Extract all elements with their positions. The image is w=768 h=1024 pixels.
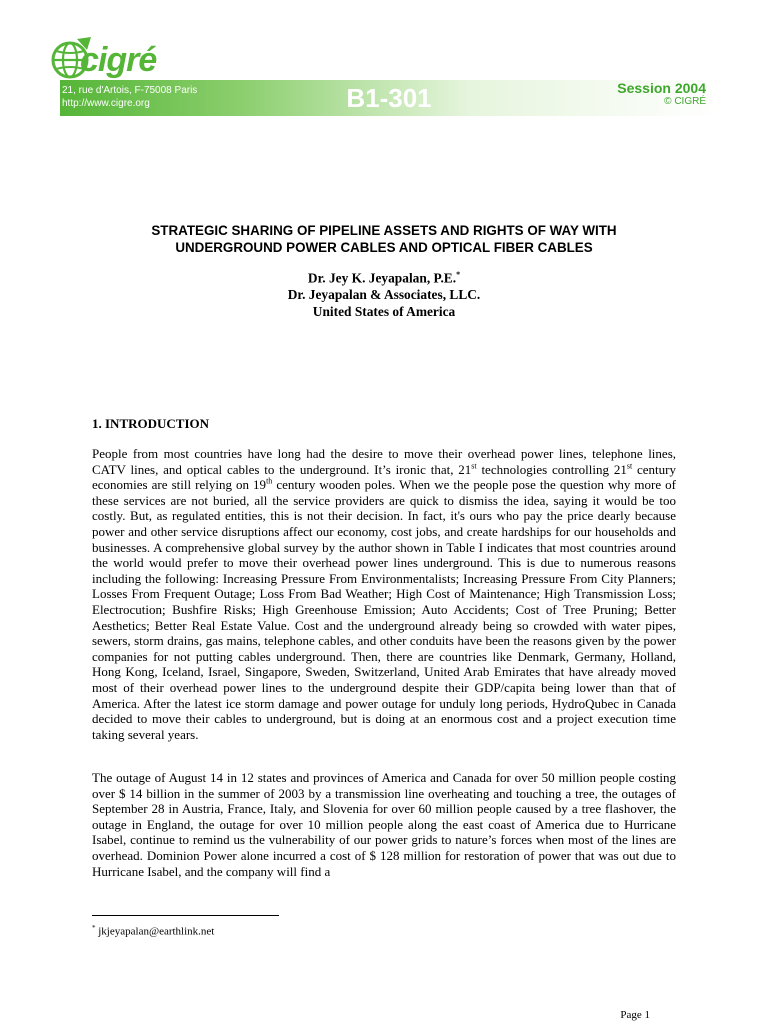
title-line-1: STRATEGIC SHARING OF PIPELINE ASSETS AND RIGHTS OF WAY WITH bbox=[151, 223, 617, 238]
author-name: Dr. Jey K. Jeyapalan, P.E. bbox=[307, 270, 457, 286]
p1-text-d: century wooden poles. When we the people pose the question why more of these services are not buried, all the service providers are quick to dismiss the idea, saying it would be too costly. But, as regulated entities, this is not their decision. In fact, it's ours who pay the price dearly because power and other service disruptions affect our economy, cost jobs, and create hardships for our households and businesses. A comprehensive global survey by the author shown in Table I indicates that most countries around the world would prefer to move their overhead power lines underground. This is due to numerous reasons including the following: Increasing Pressure From Environmentalists; Increasing Pressure From City Planners; Losses From Frequent Outage; Loss From Bad Weather; High Cost of Maintenance; High Transmission Loss; Electrocution; Bushfire Risks; High Greenhouse Emission; Auto Accidents; Cost of Tree Pruning; Better Aesthetics; Better Real Estate Value. Cost and the underground already being so crowded with water pipes, sewers, storm drains, gas mains, telephone cables, and other conduits have been the reasons given by the power companies for not putting cables underground. Then, there are countries like Denmark, Germany, Holland, Hong Kong, Iceland, Israel, Singapore, Sweden, Switzerland, United Arab Emirates that have already moved most of their overhead power lines to the underground despite their GDP/capita being lower than that of America. After the latest ice storm damage and power outage for unduly long periods, HydroQubec in Canada decided to move their cables to underground, but is doing at an enormous cost and a project execution time taking several years. bbox=[92, 477, 676, 742]
p1-sup-2: st bbox=[626, 461, 633, 471]
p1-text-b: technologies controlling 21 bbox=[476, 461, 627, 477]
footnote bbox=[92, 921, 214, 939]
title-line-2: UNDERGROUND POWER CABLES AND OPTICAL FIBER CABLES bbox=[175, 240, 593, 255]
p1-text-a: People from most countries have long had the desire to move their overhead power lines, telephone lines, CATV lines, and optical cables to the underground. It’s ironic that, 21 bbox=[92, 446, 676, 477]
org-logo-text: cigré bbox=[80, 41, 157, 79]
intro-paragraph-1 bbox=[92, 446, 676, 742]
author-affiliation: Dr. Jeyapalan & Associates, LLC. bbox=[287, 287, 481, 303]
footnote-mark: * bbox=[92, 924, 96, 932]
p1-sup-1: st bbox=[471, 461, 477, 471]
session-year: Session 2004 bbox=[617, 80, 706, 96]
footnote-divider bbox=[92, 915, 279, 916]
org-address bbox=[62, 85, 197, 110]
address-street: 21, rue d'Artois, F-75008 Paris bbox=[62, 85, 198, 96]
paper-id: B1-301 bbox=[346, 83, 432, 113]
author-name-line bbox=[92, 266, 676, 286]
p1-sup-3: th bbox=[266, 476, 273, 486]
section-heading: 1. INTRODUCTION bbox=[92, 416, 210, 431]
footnote-email[interactable]: jkjeyapalan@earthlink.net bbox=[95, 925, 215, 938]
p1-text-c: century economies are still relying on 19 bbox=[92, 461, 676, 493]
author-block bbox=[92, 266, 676, 320]
session-info bbox=[617, 81, 706, 108]
author-country: United States of America bbox=[312, 304, 456, 320]
page-number: Page 1 bbox=[620, 1009, 650, 1021]
address-url[interactable]: http://www.cigre.org bbox=[62, 97, 150, 109]
intro-paragraph-2: The outage of August 14 in 12 states and provinces of America and Canada for over 50 million people costing over $ 14 billion in the summer of 2003 by a transmission line overheating and touching a tree, the outages of September 28 in Austria, France, Italy, and Slovenia for over 60 million people caused by a tree flashover, the outage in England, the outage for over 10 million people along the east coast of America due to Hurricane Isabel, continue to remind us the vulnerability of our power grids to nature’s forces when most of the lines are overhead. Dominion Power alone incurred a cost of $ 128 million for restoration of power that was out due to Hurricane Isabel, and the company will find a bbox=[92, 770, 676, 879]
paper-title bbox=[92, 222, 676, 256]
copyright: © CIGRÉ bbox=[664, 96, 706, 107]
author-footnote-mark: * bbox=[456, 270, 461, 279]
